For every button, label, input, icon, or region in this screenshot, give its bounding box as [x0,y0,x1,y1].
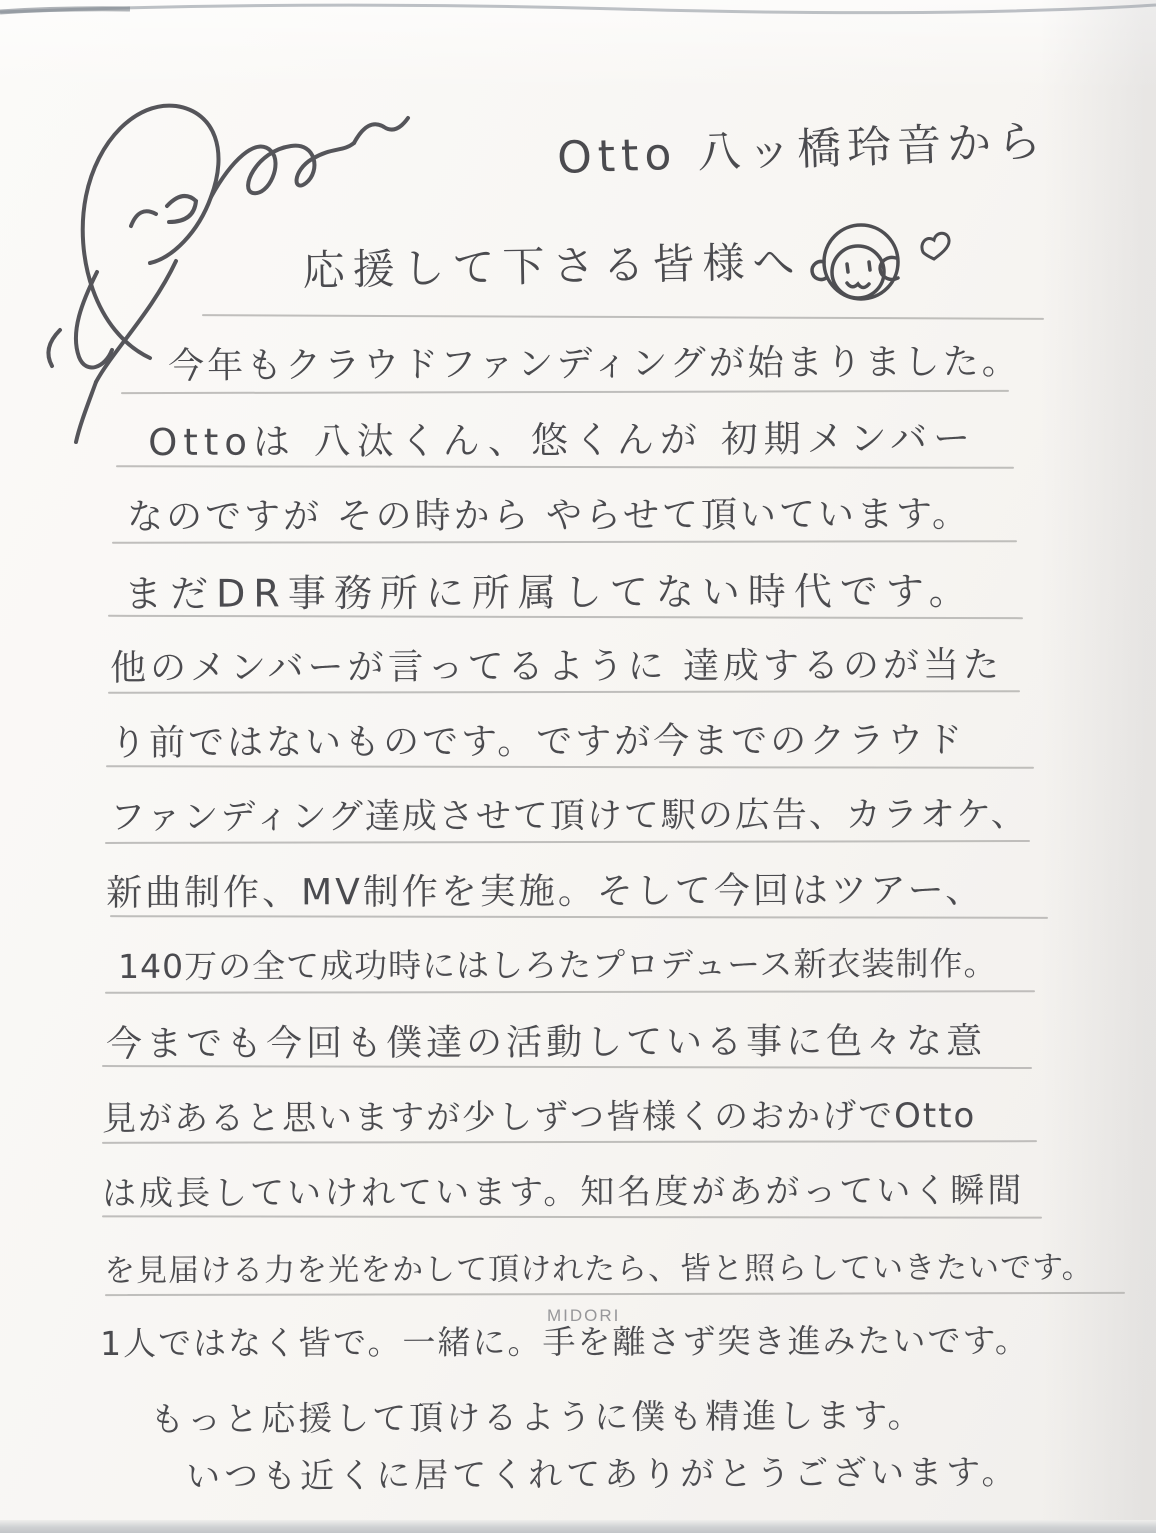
handwriting-line: 見があると思いますが少しずつ皆様くのおかげでOtto [102,1095,977,1139]
handwriting-line: は成長していけれています。知名度があがっていく瞬間 [102,1170,1025,1214]
ruled-line [121,390,1009,394]
ruled-line [105,990,1035,994]
handwriting-line: まだDR事務所に所属してない時代です。 [124,569,975,616]
handwriting-line: を見届ける力を光をかして頂けれたら、皆と照らしていきたいです。 [104,1249,1094,1289]
handwriting-line: 今までも今回も僕達の活動している事に色々な意 [106,1020,987,1065]
ruled-line [102,1140,1037,1144]
handwriting-line: 140万の全て成功時にはしろたプロデュース新衣装制作。 [118,943,998,986]
ruled-line [110,915,1048,919]
handwriting-line: ファンディング達成させて頂けて駅の広告、カラオケ、 [110,794,1028,838]
ruled-line [105,840,1030,844]
monkey-face-doodle [812,225,898,299]
paper-bottom-edge [0,1520,1156,1533]
handwriting-line: 1人ではなく皆で。一緒に。手を離さず突き進みたいです。 [100,1320,1030,1363]
ruled-line [106,765,1034,769]
ruled-line [112,540,1017,544]
handwriting-line: なのですが その時から やらせて頂いています。 [127,494,972,538]
ruled-line [116,465,1014,469]
ruled-line [202,314,1044,320]
paper-top-edge [0,5,1156,13]
handwriting-line: Ottoは 八汰くん、悠くんが 初期メンバー [148,416,977,464]
ruled-line [102,1215,1042,1218]
heart-doodle [922,233,949,259]
ruled-line [108,690,1020,694]
letter-header-from: Otto 八ッ橋玲音から [556,115,1048,184]
handwriting-line: いつも近くに居てくれてありがとうございます。 [186,1452,1020,1497]
handwriting-line: 他のメンバーが言ってるように 達成するのが当た [110,644,1004,689]
handwriting-line: 今年もクラウドファンディングが始まりました。 [168,341,1021,387]
letter-header-to: 応援して下さる皆様へ [302,237,803,295]
paper-top-edge-left [0,9,130,12]
handwriting-line: り前ではないものです。ですが今までのクラウド [110,720,966,764]
paper-brand-watermark: MIDORI [547,1306,621,1325]
handwriting-line: 新曲制作、MV制作を実施。そして今回はツアー、 [106,869,985,914]
ruled-line [105,1292,1125,1296]
handwriting-line: もっと応援して頂けるように僕も精進します。 [150,1395,925,1440]
